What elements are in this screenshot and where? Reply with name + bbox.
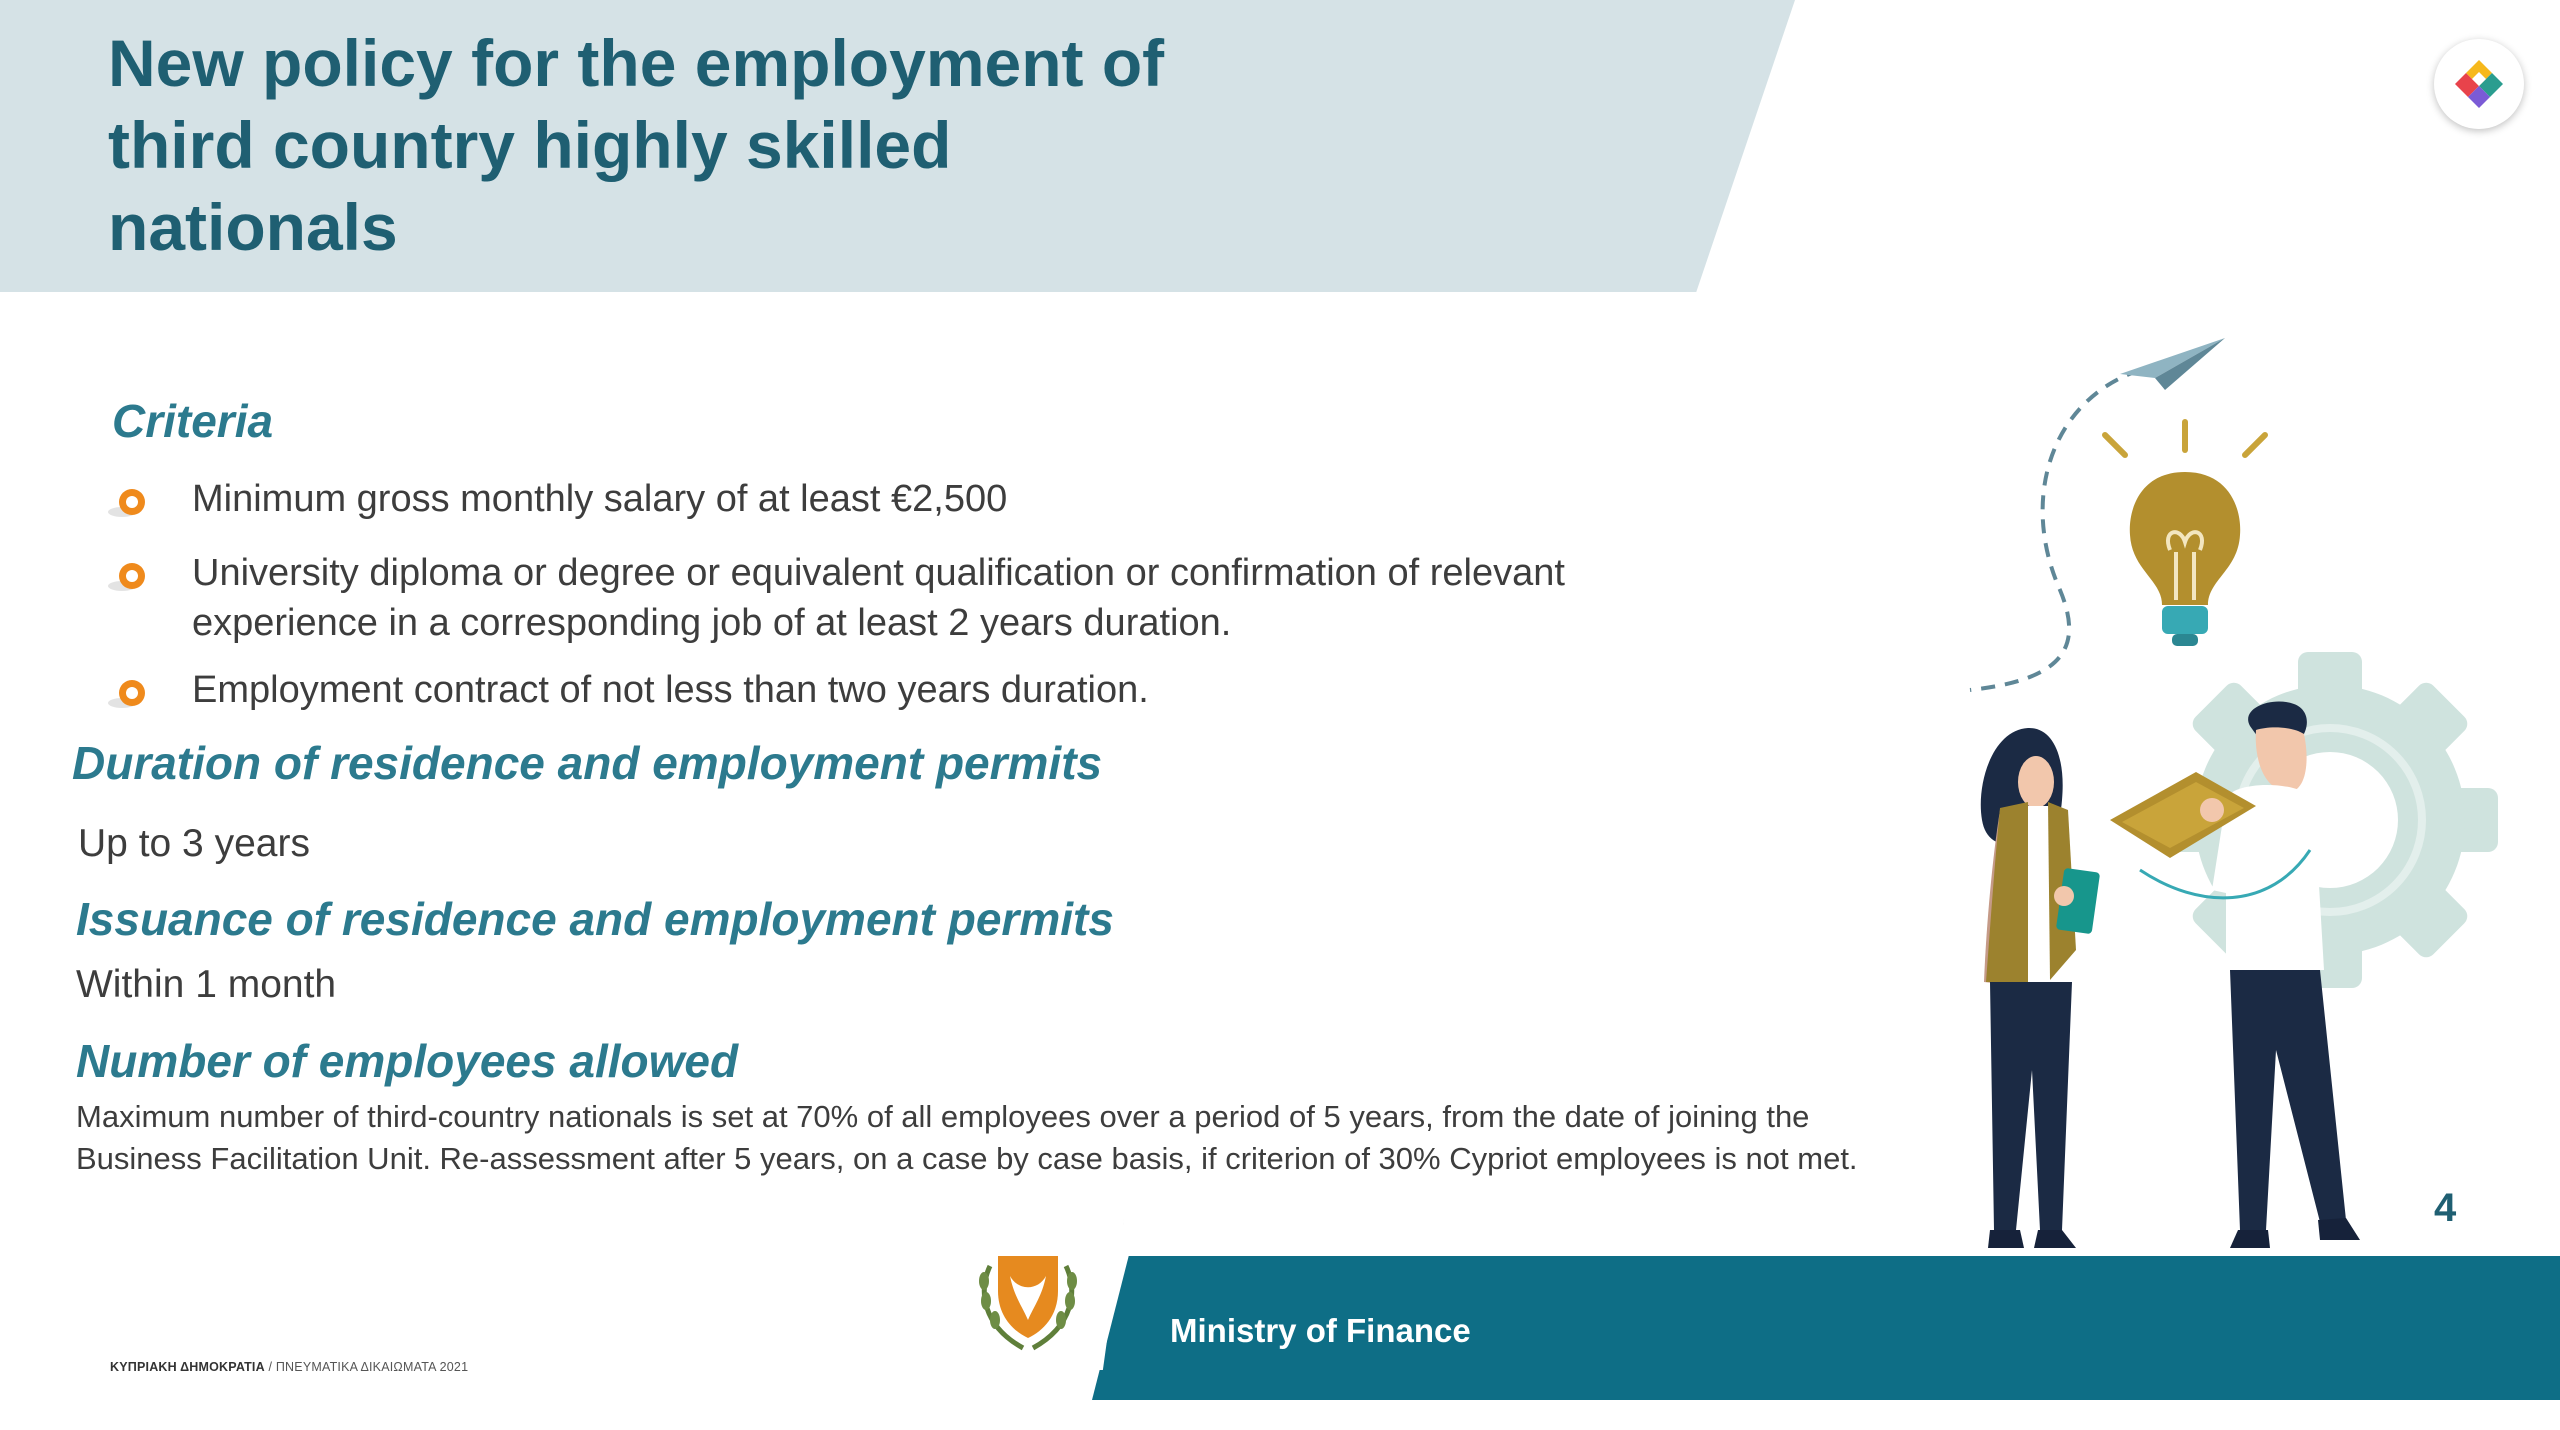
page-number: 4 [2434, 1186, 2457, 1230]
criteria-item-text: Employment contract of not less than two years duration. [192, 669, 1149, 711]
employees-heading: Number of employees allowed [76, 1035, 739, 1087]
app-logo-icon[interactable] [2434, 39, 2524, 129]
criteria-item-text: University diploma or degree or equivalent qualification or confirmation of relevant experience in a corresponding job of at least 2 years duration. [192, 552, 1565, 644]
criteria-item-text: Minimum gross monthly salary of at least €2,500 [192, 478, 1008, 520]
emblem-box [948, 1218, 1124, 1370]
employees-text: Maximum number of third-country nationals is set at 70% of all employees over a period of 5 years, from the date of joining the Business Facilitation Unit. Re-assessment after 5 years, on a case by case basis, if criterion of 30% Cypriot employees is not met. [76, 1099, 1858, 1176]
copyright-text: ΚΥΠΡΙΑΚΗ ΔΗΜΟΚΡΑΤΙΑ / ΠΝΕΥΜΑΤΙΚΑ ΔΙΚΑΙΩΜΑΤΑ 2021 [110, 1360, 469, 1374]
issuance-value: Within 1 month [76, 963, 337, 1006]
ministry-label: Ministry of Finance [1170, 1312, 1471, 1349]
slide-title: New policy for the employment of third country highly skilled nationals [108, 26, 1165, 264]
people-with-gear-and-lightbulb-illustration [1900, 330, 2540, 1260]
orange-ring-bullet-icon [100, 669, 160, 719]
cyprus-coat-of-arms-icon [968, 1236, 1088, 1356]
duration-value: Up to 3 years [78, 822, 310, 865]
criteria-heading: Criteria [112, 395, 274, 447]
issuance-heading: Issuance of residence and employment permits [76, 893, 1114, 945]
orange-ring-bullet-icon [100, 552, 160, 602]
duration-heading: Duration of residence and employment permits [72, 737, 1103, 789]
orange-ring-bullet-icon [100, 478, 160, 528]
